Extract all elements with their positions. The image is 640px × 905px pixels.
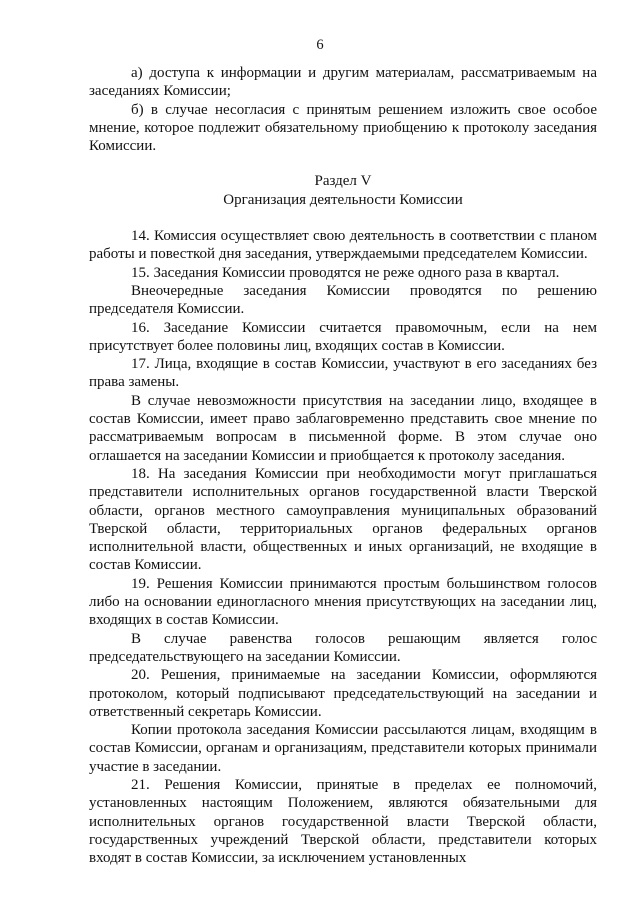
- paragraph-b: б) в случае несогласия с принятым решением изложить свое особое мнение, которое подлежит обязательному приобщению к протоколу заседания Комиссии.: [89, 101, 597, 155]
- page-number: 6: [316, 37, 324, 53]
- paragraph-21: 21. Решения Комиссии, принятые в пределах ее полномочий, установленных настоящим Положением, являются обязательными для исполнительных органов государственной власти Тверской области, государственных учреждений Тверской области, представители которых входят в состав Комиссии, за исключением установленных: [89, 776, 597, 867]
- paragraph-a: а) доступа к информации и другим материалам, рассматриваемым на заседаниях Комиссии;: [89, 65, 597, 100]
- section-spacer: [89, 209, 597, 227]
- paragraph-15: 15. Заседания Комиссии проводятся не реже одного раза в квартал.: [131, 264, 560, 281]
- paragraph-14: 14. Комиссия осуществляет свою деятельность в соответствии с планом работы и повесткой дня заседания, утверждаемыми председателем Комиссии.: [89, 228, 597, 263]
- paragraph-16: 16. Заседание Комиссии считается правомочным, если на нем присутствует более половины лиц, входящих состав в Комиссии.: [89, 319, 597, 354]
- document-body: [89, 64, 597, 867]
- section-number: Раздел V: [314, 173, 372, 190]
- paragraph-15-extra: Внеочередные заседания Комиссии проводятся по решению председателя Комиссии.: [89, 282, 597, 318]
- section-title: Организация деятельности Комиссии: [223, 191, 463, 208]
- paragraph-19-extra: В случае равенства голосов решающим является голос председательствующего на заседании Комиссии.: [89, 630, 597, 665]
- paragraph-18: 18. На заседания Комиссии при необходимости могут приглашаться представители исполнительных органов государственной власти Тверской области, органов местного самоуправления муниципальных образований Тверской области, территориальных органов федеральных органов исполнительной власти, общественных и иных организаций, не входящие в состав Комиссии.: [89, 465, 597, 574]
- paragraph-19: 19. Решения Комиссии принимаются простым большинством голосов либо на основании единогласного мнения присутствующих на заседании лиц, входящих в состав Комиссии.: [89, 575, 597, 629]
- paragraph-20: 20. Решения, принимаемые на заседании Комиссии, оформляются протоколом, который подписывают председательствующий на заседании и ответственный секретарь Комиссии.: [89, 667, 597, 720]
- section-heading: [89, 172, 597, 209]
- paragraph-17: 17. Лица, входящие в состав Комиссии, участвуют в его заседаниях без права замены.: [89, 356, 597, 391]
- paragraph-20-extra: Копии протокола заседания Комиссии рассылаются лицам, входящим в состав Комиссии, органам и организациям, представители которых принимали участие в заседании.: [89, 722, 597, 775]
- paragraph-17-extra: В случае невозможности присутствия на заседании лицо, входящее в состав Комиссии, имеет право заблаговременно представить свое мнение по рассматриваемым вопросам в письменной форме. В этом случае оно оглашается на заседании Комиссии и приобщается к протоколу заседания.: [89, 392, 597, 464]
